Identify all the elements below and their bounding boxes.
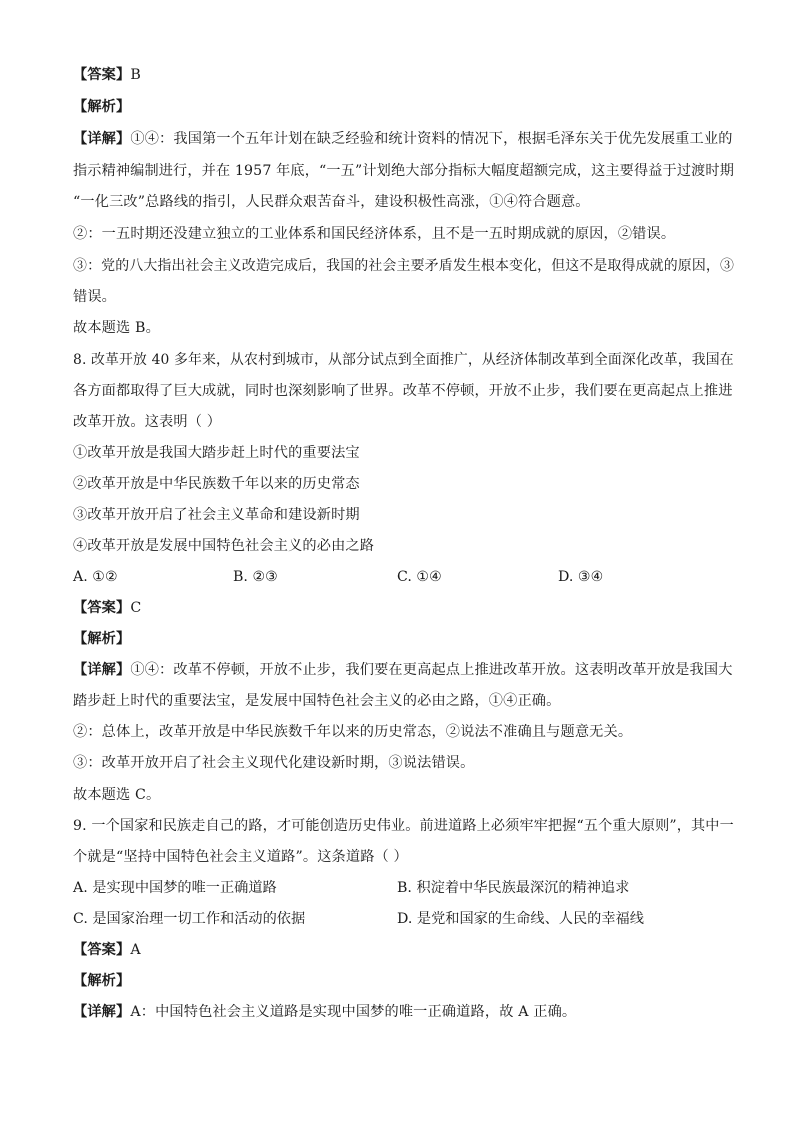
q8-point-3: ③：改革开放开启了社会主义现代化建设新时期，③说法错误。 — [73, 755, 475, 771]
q9-analysis-heading: 【解析】 — [73, 973, 131, 989]
q9-stem-line-1: 9. 一个国家和民族走自己的路，才可能创造历史伟业。前进道路上必须牢牢把握“五个重大原则”，其中一 — [73, 818, 734, 834]
q7-point-2: ②：一五时期还没建立独立的工业体系和国民经济体系，且不是一五时期成就的原因，②错误。 — [73, 226, 676, 242]
answer-value: B — [130, 67, 141, 83]
q8-detail-line-1 — [73, 660, 733, 680]
q7-detail-line-2: 指示精神编制进行，并在 1957 年底，“一五”计划绝大部分指标大幅度超额完成，这主要得益于过渡时期 — [73, 163, 735, 179]
detail-tag: 【详解】 — [73, 131, 131, 147]
q8-stem-line-2: 各方面都取得了巨大成就，同时也深刻影响了世界。改革不停顿，开放不止步，我们要在更高起点上推进 — [73, 383, 733, 399]
q8-statement-1: ①改革开放是我国大踏步赶上时代的重要法宝 — [73, 445, 360, 461]
q8-detail-line-2: 踏步赶上时代的重要法宝，是发展中国特色社会主义的必由之路，①④正确。 — [73, 693, 561, 709]
q9-stem-line-2: 个就是“坚持中国特色社会主义道路”。这条道路（ ） — [73, 849, 408, 865]
q8-point-2: ②：总体上，改革开放是中华民族数千年以来的历史常态，②说法不准确且与题意无关。 — [73, 724, 633, 740]
q7-answer — [73, 65, 141, 85]
q8-option-d: D. ③④ — [558, 569, 604, 585]
answer-value: A — [130, 942, 141, 958]
q8-stem-line-1: 8. 改革开放 40 多年来，从农村到城市，从部分试点到全面推广，从经济体制改革到全面深化改革，我国在 — [73, 352, 734, 368]
answer-value: C — [130, 600, 142, 616]
q9-detail-line-1 — [73, 1002, 576, 1022]
detail-text: ①④：我国第一个五年计划在缺乏经验和统计资料的情况下，根据毛泽东关于优先发展重工业的 — [130, 131, 733, 147]
detail-tag: 【详解】 — [73, 662, 131, 678]
detail-text: A：中国特色社会主义道路是实现中国梦的唯一正确道路，故 A 正确。 — [130, 1004, 577, 1020]
q7-analysis-heading: 【解析】 — [73, 99, 131, 115]
q9-option-a: A. 是实现中国梦的唯一正确道路 — [73, 880, 277, 896]
q8-analysis-heading: 【解析】 — [73, 631, 131, 647]
q8-answer — [73, 598, 141, 618]
q9-option-b: B. 积淀着中华民族最深沉的精神追求 — [397, 880, 630, 896]
q8-statement-4: ④改革开放是发展中国特色社会主义的必由之路 — [73, 538, 375, 554]
q7-point-3-line-1: ③：党的八大指出社会主义改造完成后，我国的社会主要矛盾发生根本变化，但这不是取得成就的原因，③ — [73, 258, 735, 274]
q8-statement-2: ②改革开放是中华民族数千年以来的历史常态 — [73, 476, 360, 492]
answer-tag: 【答案】 — [73, 67, 131, 83]
q7-detail-line-3: “一化三改”总路线的指引，人民群众艰苦奋斗，建设积极性高涨，①④符合题意。 — [73, 194, 590, 210]
q7-point-3-line-2: 错误。 — [73, 289, 117, 305]
q8-conclusion: 故本题选 C。 — [73, 787, 161, 803]
q8-stem-line-3: 改革开放。这表明（ ） — [73, 414, 222, 430]
detail-tag: 【详解】 — [73, 1004, 131, 1020]
q7-conclusion: 故本题选 B。 — [73, 320, 160, 336]
answer-tag: 【答案】 — [73, 942, 131, 958]
q8-option-c: C. ①④ — [397, 569, 442, 585]
q8-option-b: B. ②③ — [233, 569, 278, 585]
q9-answer — [73, 940, 141, 960]
answer-tag: 【答案】 — [73, 600, 131, 616]
q8-statement-3: ③改革开放开启了社会主义革命和建设新时期 — [73, 507, 360, 523]
q7-detail-line-1 — [73, 129, 733, 149]
q9-option-c: C. 是国家治理一切工作和活动的依据 — [73, 911, 306, 927]
detail-text: ①④：改革不停顿，开放不止步，我们要在更高起点上推进改革开放。这表明改革开放是我国大 — [130, 662, 733, 678]
q8-option-a: A. ①② — [73, 569, 118, 585]
q9-option-d: D. 是党和国家的生命线、人民的幸福线 — [397, 911, 644, 927]
